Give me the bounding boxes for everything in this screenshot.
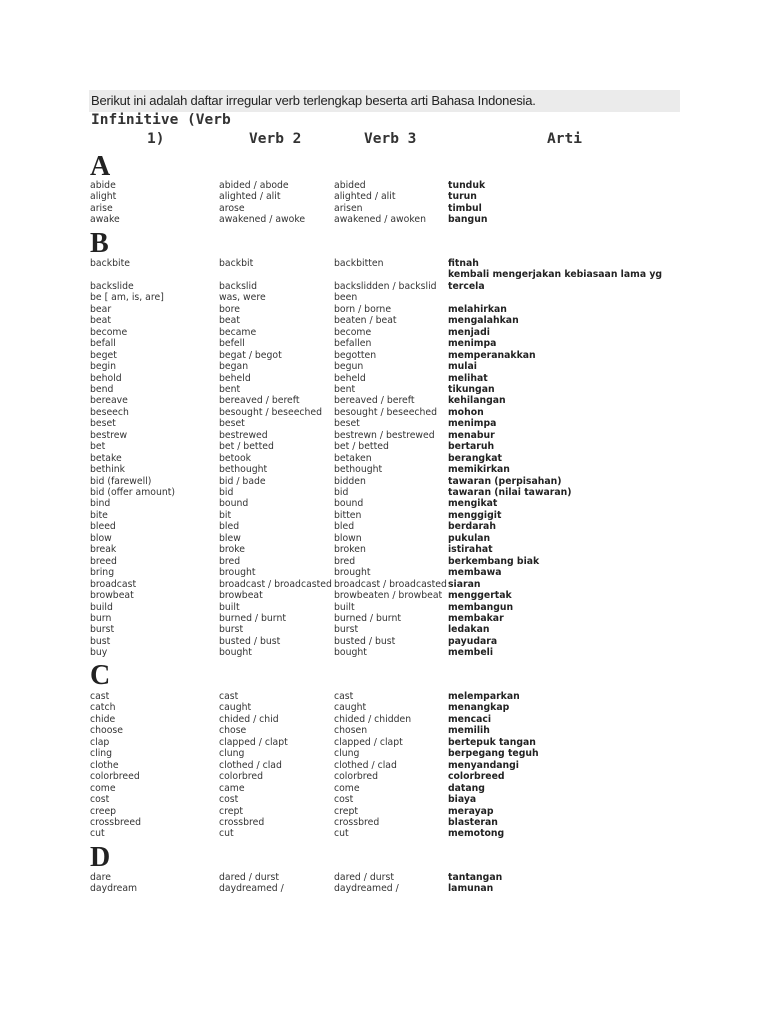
arti-cell: mencaci bbox=[448, 713, 492, 725]
verb3-cell: cut bbox=[334, 828, 349, 840]
verb2-cell: daydreamed / bbox=[219, 883, 284, 895]
arti-cell: berpegang teguh bbox=[448, 748, 539, 760]
verb2-cell: bled bbox=[219, 521, 240, 533]
verb2-cell: bred bbox=[219, 555, 241, 567]
verb3-cell: colorbred bbox=[334, 771, 379, 783]
infinitive-cell: cling bbox=[90, 748, 113, 760]
arti-cell: menjadi bbox=[448, 326, 490, 338]
arti-cell: lamunan bbox=[448, 883, 494, 895]
infinitive-cell: come bbox=[90, 782, 116, 794]
infinitive-cell: cut bbox=[90, 828, 105, 840]
infinitive-cell: buy bbox=[90, 647, 108, 659]
infinitive-cell: chide bbox=[90, 713, 116, 725]
arti-cell: tikungan bbox=[448, 383, 495, 395]
infinitive-cell: broadcast bbox=[90, 578, 137, 590]
infinitive-cell: burn bbox=[90, 612, 112, 624]
verb3-cell: blown bbox=[334, 532, 362, 544]
infinitive-cell: alight bbox=[90, 191, 117, 203]
arti-cell: istirahat bbox=[448, 544, 493, 556]
arti-cell: membawa bbox=[448, 567, 502, 579]
verb3-cell: befallen bbox=[334, 338, 372, 350]
infinitive-cell: bust bbox=[90, 635, 111, 647]
infinitive-cell: bid (offer amount) bbox=[90, 487, 176, 498]
arti-cell: tawaran (perpisahan) bbox=[448, 475, 562, 487]
infinitive-cell: colorbreed bbox=[90, 771, 140, 783]
header-verb2: Verb 2 bbox=[249, 131, 302, 147]
verb2-cell: was, were bbox=[219, 292, 266, 304]
verb3-cell: built bbox=[334, 601, 355, 613]
verb2-cell: came bbox=[219, 782, 245, 794]
verb2-cell: begat / begot bbox=[219, 349, 282, 361]
verb3-cell: awakened / awoken bbox=[334, 214, 426, 226]
arti-cell: menabur bbox=[448, 429, 495, 441]
verb2-cell: browbeat bbox=[219, 590, 263, 602]
infinitive-cell: breed bbox=[90, 555, 117, 567]
header-arti: Arti bbox=[547, 131, 582, 147]
arti-cell: mohon bbox=[448, 406, 484, 418]
infinitive-cell: beset bbox=[90, 418, 116, 430]
arti-cell: blasteran bbox=[448, 816, 498, 828]
infinitive-cell: betake bbox=[90, 452, 122, 464]
verb2-cell: arose bbox=[219, 202, 245, 214]
infinitive-cell: abide bbox=[90, 180, 116, 191]
verb3-cell: bitten bbox=[334, 509, 362, 521]
infinitive-cell: bestrew bbox=[90, 429, 128, 441]
infinitive-cell: crossbreed bbox=[90, 816, 141, 828]
verb2-cell: clung bbox=[219, 748, 245, 760]
verb2-cell: backbit bbox=[219, 258, 254, 269]
verb3-cell: bethought bbox=[334, 464, 383, 476]
verb3-cell: cast bbox=[334, 691, 354, 702]
verb3-cell: broadcast / broadcasted bbox=[334, 578, 447, 590]
verb3-cell: born / borne bbox=[334, 303, 392, 315]
arti-cell: berdarah bbox=[448, 521, 496, 533]
arti-cell: datang bbox=[448, 782, 485, 794]
verb3-cell: begotten bbox=[334, 349, 377, 361]
verb3-cell: arisen bbox=[334, 202, 363, 214]
verb3-cell: beset bbox=[334, 418, 360, 430]
infinitive-cell: beat bbox=[90, 315, 111, 327]
verb3-cell: abided bbox=[334, 180, 366, 191]
verb2-cell: broke bbox=[219, 544, 245, 556]
infinitive-cell: befall bbox=[90, 338, 116, 350]
infinitive-cell: build bbox=[90, 601, 113, 613]
verb3-cell: crept bbox=[334, 805, 358, 817]
infinitive-cell: backslide bbox=[90, 280, 134, 292]
infinitive-cell: bind bbox=[90, 498, 111, 510]
infinitive-cell: be [ am, is, are] bbox=[90, 292, 164, 304]
arti-cell: kehilangan bbox=[448, 395, 506, 407]
arti-cell: colorbreed bbox=[448, 771, 505, 783]
verb3-cell: bent bbox=[334, 383, 356, 395]
verb2-cell: bereaved / bereft bbox=[219, 395, 300, 407]
verb2-cell: bid bbox=[219, 487, 234, 498]
arti-cell: biaya bbox=[448, 794, 477, 806]
verb2-cell: alighted / alit bbox=[219, 191, 281, 203]
verb3-cell: crossbred bbox=[334, 816, 380, 828]
arti-cell: menimpa bbox=[448, 418, 497, 430]
verb3-cell: begun bbox=[334, 361, 364, 373]
verb3-cell: burned / burnt bbox=[334, 612, 401, 624]
verb3-cell: bestrewn / bestrewed bbox=[334, 429, 435, 441]
infinitive-cell: bring bbox=[90, 567, 115, 579]
infinitive-cell: bet bbox=[90, 441, 106, 453]
verb3-cell: bound bbox=[334, 498, 364, 510]
verb3-cell: alighted / alit bbox=[334, 191, 396, 203]
arti-cell: menangkap bbox=[448, 702, 510, 714]
infinitive-cell: creep bbox=[90, 805, 117, 817]
infinitive-cell: arise bbox=[90, 202, 113, 214]
infinitive-cell: awake bbox=[90, 214, 120, 226]
verb2-cell: chose bbox=[219, 725, 247, 737]
arti-cell: bertepuk tangan bbox=[448, 736, 536, 748]
verb2-cell: bit bbox=[219, 509, 232, 521]
arti-cell: melemparkan bbox=[448, 691, 520, 702]
verb3-cell: become bbox=[334, 326, 372, 338]
infinitive-cell: bear bbox=[90, 303, 112, 315]
arti-cell: menimpa bbox=[448, 338, 497, 350]
arti-cell: membeli bbox=[448, 647, 494, 659]
arti-cell: ledakan bbox=[448, 624, 490, 636]
verb2-cell: busted / bust bbox=[219, 635, 281, 647]
verb2-cell: began bbox=[219, 361, 249, 373]
arti-cell: kembali mengerjakan kebiasaan lama yg bbox=[448, 269, 663, 281]
infinitive-cell: cost bbox=[90, 794, 110, 806]
infinitive-cell: cast bbox=[90, 691, 110, 702]
verb2-cell: befell bbox=[219, 338, 245, 350]
intro-text: Berikut ini adalah daftar irregular verb terlengkap beserta arti Bahasa Indonesia. bbox=[91, 93, 536, 108]
arti-cell: tunduk bbox=[448, 180, 486, 191]
verb3-cell: backslidden / backslid bbox=[334, 280, 437, 292]
verb3-cell: burst bbox=[334, 624, 359, 636]
verb2-cell: bestrewed bbox=[219, 429, 268, 441]
verb2-cell: crossbred bbox=[219, 816, 265, 828]
verb3-cell: bet / betted bbox=[334, 441, 389, 453]
verb2-cell: bet / betted bbox=[219, 441, 274, 453]
verb3-cell: chosen bbox=[334, 725, 368, 737]
arti-cell: memperanakkan bbox=[448, 349, 536, 361]
verb2-cell: colorbred bbox=[219, 771, 264, 783]
infinitive-cell: daydream bbox=[90, 883, 138, 895]
verb2-cell: clapped / clapt bbox=[219, 736, 288, 748]
verb3-cell: betaken bbox=[334, 452, 372, 464]
arti-cell: memilih bbox=[448, 725, 490, 737]
section-letter-a: A bbox=[90, 151, 111, 182]
verb2-cell: bid / bade bbox=[219, 475, 266, 487]
arti-cell: berangkat bbox=[448, 452, 502, 464]
header-infinitive-line1: Infinitive (Verb bbox=[91, 112, 231, 128]
verb3-cell: bid bbox=[334, 487, 349, 498]
arti-cell: memotong bbox=[448, 828, 505, 840]
verb3-cell: browbeaten / browbeat bbox=[334, 590, 443, 602]
verb2-cell: bethought bbox=[219, 464, 268, 476]
arti-cell: memikirkan bbox=[448, 464, 510, 476]
verb2-cell: dared / durst bbox=[219, 872, 279, 883]
arti-cell: membakar bbox=[448, 612, 504, 624]
arti-cell: melihat bbox=[448, 372, 488, 384]
infinitive-cell: browbeat bbox=[90, 590, 134, 602]
verb2-cell: beat bbox=[219, 315, 240, 327]
verb2-cell: brought bbox=[219, 567, 256, 579]
verb3-cell: come bbox=[334, 782, 360, 794]
arti-cell: fitnah bbox=[448, 258, 479, 269]
verb3-cell: bought bbox=[334, 647, 367, 659]
arti-cell: bertaruh bbox=[448, 441, 495, 453]
verb3-cell: chided / chidden bbox=[334, 713, 412, 725]
infinitive-cell: burst bbox=[90, 624, 115, 636]
arti-cell: payudara bbox=[448, 635, 498, 647]
section-letter-c: C bbox=[90, 660, 111, 691]
arti-cell: pukulan bbox=[448, 532, 491, 544]
infinitive-cell: become bbox=[90, 326, 128, 338]
verb3-cell: bereaved / bereft bbox=[334, 395, 415, 407]
verb2-cell: awakened / awoke bbox=[219, 214, 306, 226]
arti-cell: mengalahkan bbox=[448, 315, 519, 327]
verb3-cell: clung bbox=[334, 748, 360, 760]
verb3-cell: beaten / beat bbox=[334, 315, 397, 327]
verb3-cell: caught bbox=[334, 702, 367, 714]
verb2-cell: cut bbox=[219, 828, 234, 840]
infinitive-cell: bleed bbox=[90, 521, 116, 533]
verb2-cell: became bbox=[219, 326, 257, 338]
arti-cell: melahirkan bbox=[448, 303, 507, 315]
infinitive-cell: bite bbox=[90, 509, 108, 521]
verb3-cell: daydreamed / bbox=[334, 883, 399, 895]
infinitive-cell: choose bbox=[90, 725, 123, 737]
infinitive-cell: clothe bbox=[90, 759, 119, 771]
verb2-cell: crept bbox=[219, 805, 243, 817]
arti-cell: mulai bbox=[448, 361, 477, 373]
verb2-cell: betook bbox=[219, 452, 252, 464]
arti-cell: berkembang biak bbox=[448, 555, 540, 567]
verb2-cell: bent bbox=[219, 383, 241, 395]
verb2-cell: bore bbox=[219, 303, 240, 315]
infinitive-cell: beseech bbox=[90, 406, 129, 418]
verb2-cell: cost bbox=[219, 794, 239, 806]
infinitive-cell: bereave bbox=[90, 395, 128, 407]
section-letter-d: D bbox=[90, 842, 111, 873]
verb2-cell: backslid bbox=[219, 280, 258, 292]
verb3-cell: bred bbox=[334, 555, 356, 567]
section-letter-b: B bbox=[90, 228, 109, 259]
arti-cell: bangun bbox=[448, 214, 488, 226]
verb2-cell: burned / burnt bbox=[219, 612, 286, 624]
verb3-cell: been bbox=[334, 292, 358, 304]
infinitive-cell: break bbox=[90, 544, 117, 556]
infinitive-cell: behold bbox=[90, 372, 122, 384]
arti-cell: menggigit bbox=[448, 509, 502, 521]
arti-cell: membangun bbox=[448, 601, 514, 613]
infinitive-cell: blow bbox=[90, 532, 112, 544]
infinitive-cell: beget bbox=[90, 349, 117, 361]
infinitive-cell: catch bbox=[90, 702, 116, 714]
verb3-cell: besought / beseeched bbox=[334, 406, 438, 418]
infinitive-cell: bethink bbox=[90, 464, 126, 476]
infinitive-cell: backbite bbox=[90, 258, 130, 269]
infinitive-cell: bend bbox=[90, 383, 114, 395]
arti-cell: turun bbox=[448, 191, 477, 203]
verb2-cell: beheld bbox=[219, 372, 251, 384]
arti-cell: tawaran (nilai tawaran) bbox=[448, 487, 572, 498]
header-verb3: Verb 3 bbox=[364, 131, 417, 147]
intro-banner bbox=[89, 90, 680, 112]
arti-cell: siaran bbox=[448, 578, 481, 590]
verb2-cell: abided / abode bbox=[219, 180, 289, 191]
verb3-cell: cost bbox=[334, 794, 354, 806]
verb2-cell: cast bbox=[219, 691, 239, 702]
verb3-cell: dared / durst bbox=[334, 872, 394, 883]
header-infinitive-line2: 1) bbox=[147, 131, 165, 147]
verb3-cell: clothed / clad bbox=[334, 759, 397, 771]
verb2-cell: chided / chid bbox=[219, 713, 279, 725]
arti-cell: mengikat bbox=[448, 498, 498, 510]
verb2-cell: burst bbox=[219, 624, 244, 636]
verb2-cell: blew bbox=[219, 532, 241, 544]
infinitive-cell: begin bbox=[90, 361, 116, 373]
verb2-cell: built bbox=[219, 601, 240, 613]
verb2-cell: bound bbox=[219, 498, 249, 510]
verb2-cell: bought bbox=[219, 647, 252, 659]
verb3-cell: backbitten bbox=[334, 258, 384, 269]
arti-cell: tantangan bbox=[448, 872, 503, 883]
verb3-cell: clapped / clapt bbox=[334, 736, 403, 748]
arti-cell: merayap bbox=[448, 805, 494, 817]
verb2-cell: broadcast / broadcasted bbox=[219, 578, 332, 590]
infinitive-cell: bid (farewell) bbox=[90, 475, 152, 487]
infinitive-cell: clap bbox=[90, 736, 110, 748]
verb3-cell: broken bbox=[334, 544, 366, 556]
verb2-cell: caught bbox=[219, 702, 252, 714]
verb2-cell: clothed / clad bbox=[219, 759, 282, 771]
verb3-cell: bidden bbox=[334, 475, 366, 487]
verb3-cell: bled bbox=[334, 521, 355, 533]
verb3-cell: beheld bbox=[334, 372, 366, 384]
verb3-cell: busted / bust bbox=[334, 635, 396, 647]
arti-cell: menggertak bbox=[448, 590, 512, 602]
infinitive-cell: dare bbox=[90, 872, 111, 883]
arti-cell: tercela bbox=[448, 280, 485, 292]
arti-cell: menyandangi bbox=[448, 759, 519, 771]
verb2-cell: beset bbox=[219, 418, 245, 430]
verb2-cell: besought / beseeched bbox=[219, 406, 323, 418]
arti-cell: timbul bbox=[448, 202, 482, 214]
verb3-cell: brought bbox=[334, 567, 371, 579]
